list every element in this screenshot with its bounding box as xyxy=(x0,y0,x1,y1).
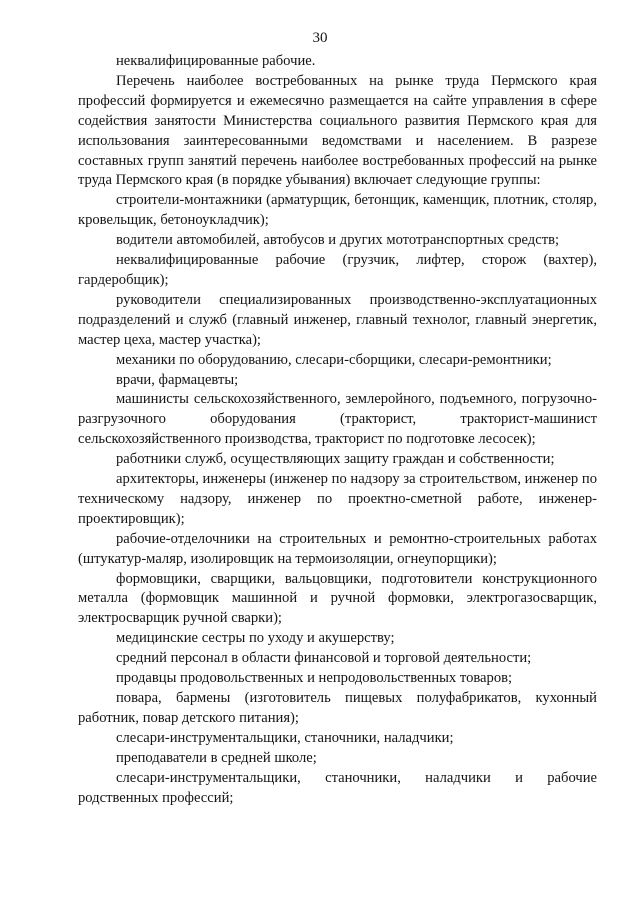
list-item: преподаватели в средней школе; xyxy=(116,749,317,766)
list-item: продавцы продовольственных и непродовольственных товаров; xyxy=(116,670,513,687)
list-item: формовщики, сварщики, вальцовщики, подготовители конструкционного металла (формовщик машинной и ручной формовки, электрогазосварщик, электросварщик ручной сварки); xyxy=(78,570,597,627)
list-item: врачи, фармацевты; xyxy=(116,371,239,388)
list-item: механики по оборудованию, слесари-сборщики, слесари-ремонтники; xyxy=(116,351,552,368)
list-item: строители-монтажники (арматурщик, бетонщик, каменщик, плотник, столяр, кровельщик, бетоноукладчик); xyxy=(78,192,597,229)
list-item: машинисты сельскохозяйственного, землеройного, подъемного, погрузочно-разгрузочного оборудования (тракторист, тракторист-машинист сельскохозяйственного производства, тракторист по подготовке лесосек); xyxy=(78,391,597,448)
list-item: архитекторы, инженеры (инженер по надзору за строительством, инженер по техническому надзору, инженер по проектно-сметной работе, инженер-проектировщик); xyxy=(78,471,597,527)
document-body xyxy=(78,52,597,808)
paragraph: неквалифицированные рабочие. xyxy=(116,53,316,69)
list-item: рабочие-отделочники на строительных и ремонтно-строительных работах (штукатур-маляр, изолировщик на термоизоляции, огнеупорщики); xyxy=(78,530,597,567)
list-item: медицинские сестры по уходу и акушерству; xyxy=(116,630,395,647)
list-item: слесари-инструментальщики, станочники, наладчики; xyxy=(116,729,454,746)
list-item: средний персонал в области финансовой и торговой деятельности; xyxy=(116,650,532,667)
list-item: водители автомобилей, автобусов и других мототранспортных средств; xyxy=(116,232,560,249)
list-item: слесари-инструментальщики, станочники, наладчики и рабочие родственных профессий; xyxy=(78,769,597,806)
list-item: руководители специализированных производственно-эксплуатационных подразделений и служб (главный инженер, главный технолог, главный энергетик, мастер цеха, мастер участка); xyxy=(78,291,597,348)
paragraph: Перечень наиболее востребованных на рынке труда Пермского края профессий формируется и ежемесячно размещается на сайте управления в сфере содействия занятости Министерства социального развития Пермского края для использования заинтересованными ведомствами и населением. В разрезе составных групп занятий перечень наиболее востребованных профессий на рынке труда Пермского края (в порядке убывания) включает следующие группы: xyxy=(78,72,597,189)
page-number: 30 xyxy=(312,30,328,46)
list-item: повара, бармены (изготовитель пищевых полуфабрикатов, кухонный работник, повар детского питания); xyxy=(78,690,597,726)
list-item: работники служб, осуществляющих защиту граждан и собственности; xyxy=(116,451,555,468)
list-item: неквалифицированные рабочие (грузчик, лифтер, сторож (вахтер), гардеробщик); xyxy=(78,252,597,288)
